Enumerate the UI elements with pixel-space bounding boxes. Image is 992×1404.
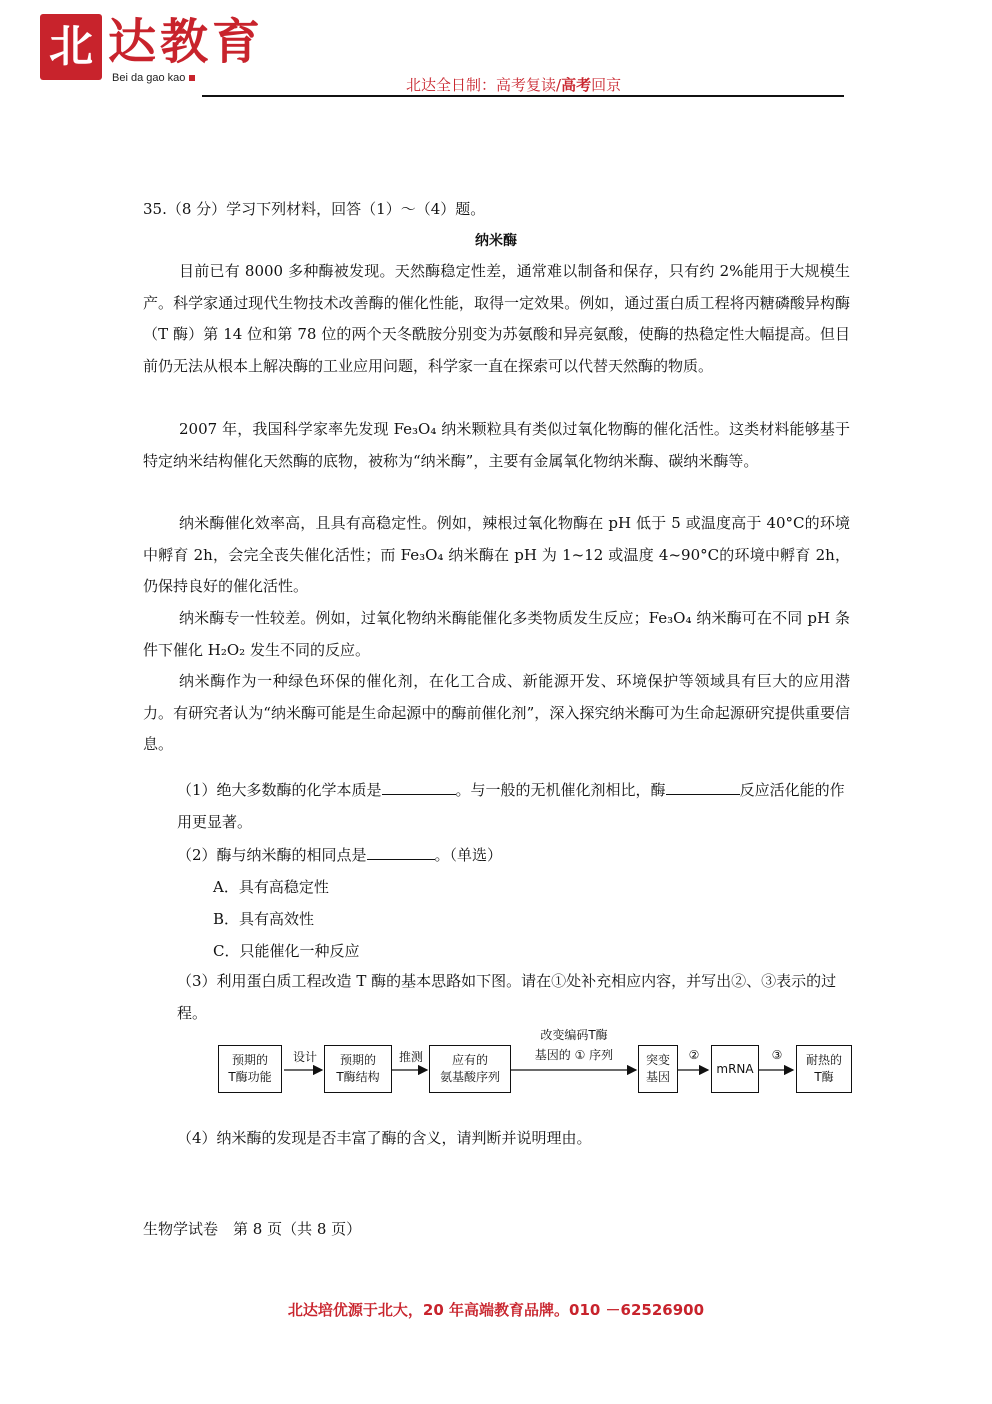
answer-blank-1[interactable] — [382, 780, 456, 795]
box-mutant-gene: 突变 基因 — [638, 1045, 678, 1093]
label-step-3: ③ — [771, 1048, 783, 1062]
header-slogan: 北达全日制：高考复读/高考回京 — [406, 76, 622, 94]
option-a[interactable]: A．具有高稳定性 — [213, 878, 329, 896]
question-2: （2）酶与纳米酶的相同点是 。（单选） — [177, 846, 503, 864]
page-number: 生物学试卷 第 8 页（共 8 页） — [143, 1220, 362, 1238]
box-mrna: mRNA — [711, 1045, 759, 1093]
article-title: 纳米酶 — [475, 233, 517, 249]
logo-square-icon — [189, 75, 195, 81]
answer-blank-2[interactable] — [666, 780, 740, 795]
footer-advert: 北达培优源于北大，20 年高端教育品牌。010 －62526900 — [287, 1301, 705, 1319]
logo-name: 达教育 — [108, 14, 265, 70]
paragraph-4: 纳米酶专一性较差。例如，过氧化物纳米酶能催化多类物质发生反应；Fe₃O₄ 纳米酶可在不同 pH 条件下催化 H₂O₂ 发生不同的反应。 — [143, 609, 850, 659]
paragraph-5: 纳米酶作为一种绿色环保的催化剂，在化工合成、新能源开发、环境保护等领域具有巨大的应用潜力。有研究者认为“纳米酶可能是生命起源中的酶前催化剂”，深入探究纳米酶可为生命起源研究提供重要信息。 — [143, 672, 850, 753]
paragraph-3: 纳米酶催化效率高，且具有高稳定性。例如，辣根过氧化物酶在 pH 低于 5 或温度高于 40°C的环境中孵育 2h，会完全丧失催化活性；而 Fe₃O₄ 纳米酶在 pH 为 1~12 或温度 4~90°C的环境中孵育 2h，仍保持良好的催化活性。 — [143, 514, 850, 595]
label-design: 设计 — [292, 1050, 317, 1064]
logo-mark: 北 — [40, 14, 102, 80]
box-amino-acid-sequence: 应有的 氨基酸序列 — [429, 1045, 511, 1093]
question-4: （4）纳米酶的发现是否丰富了酶的含义，请判断并说明理由。 — [177, 1129, 592, 1147]
box-expected-function: 预期的 T酶功能 — [218, 1045, 282, 1093]
question-title: 35.（8 分）学习下列材料，回答（1）～（4）题。 — [143, 200, 486, 218]
label-change-gene-bottom: 基因的 ① 序列 — [534, 1048, 614, 1062]
header-divider — [202, 95, 844, 97]
paragraph-2: 2007 年，我国科学家率先发现 Fe₃O₄ 纳米颗粒具有类似过氧化物酶的催化活性。这类材料能够基于特定纳米结构催化天然酶的底物，被称为“纳米酶”，主要有金属氧化物纳米酶、碳纳米酶等。 — [143, 420, 850, 470]
box-expected-structure: 预期的 T酶结构 — [324, 1045, 392, 1093]
label-step-2: ② — [688, 1048, 700, 1062]
label-change-gene-top: 改变编码T酶 — [540, 1028, 608, 1042]
label-infer: 推测 — [398, 1050, 423, 1064]
logo-pinyin: Bei da gao kao — [112, 72, 195, 84]
option-b[interactable]: B．具有高效性 — [213, 910, 315, 928]
paragraph-1: 目前已有 8000 多种酶被发现。天然酶稳定性差，通常难以制备和保存，只有约 2%能用于大规模生产。科学家通过现代生物技术改善酶的催化性能，取得一定效果。例如，通过蛋白质工程将丙糖磷酸异构酶（T 酶）第 14 位和第 78 位的两个天冬酰胺分别变为苏氨酸和异亮氨酸，使酶的热稳定性大幅提高。但目前仍无法从根本上解决酶的工业应用问题，科学家一直在探索可以代替天然酶的物质。 — [143, 262, 850, 375]
option-c[interactable]: C．只能催化一种反应 — [213, 942, 360, 960]
protein-engineering-flow — [218, 1024, 854, 1096]
question-1: （1）绝大多数酶的化学本质是 。与一般的无机催化剂相比，酶 反应活化能的作用更显著。 — [177, 781, 845, 831]
answer-blank-3[interactable] — [367, 845, 435, 860]
box-heat-resistant-enzyme: 耐热的 T酶 — [796, 1045, 852, 1093]
question-3: （3）利用蛋白质工程改造 T 酶的基本思路如下图。请在①处补充相应内容，并写出②、③表示的过程。 — [177, 972, 837, 1022]
